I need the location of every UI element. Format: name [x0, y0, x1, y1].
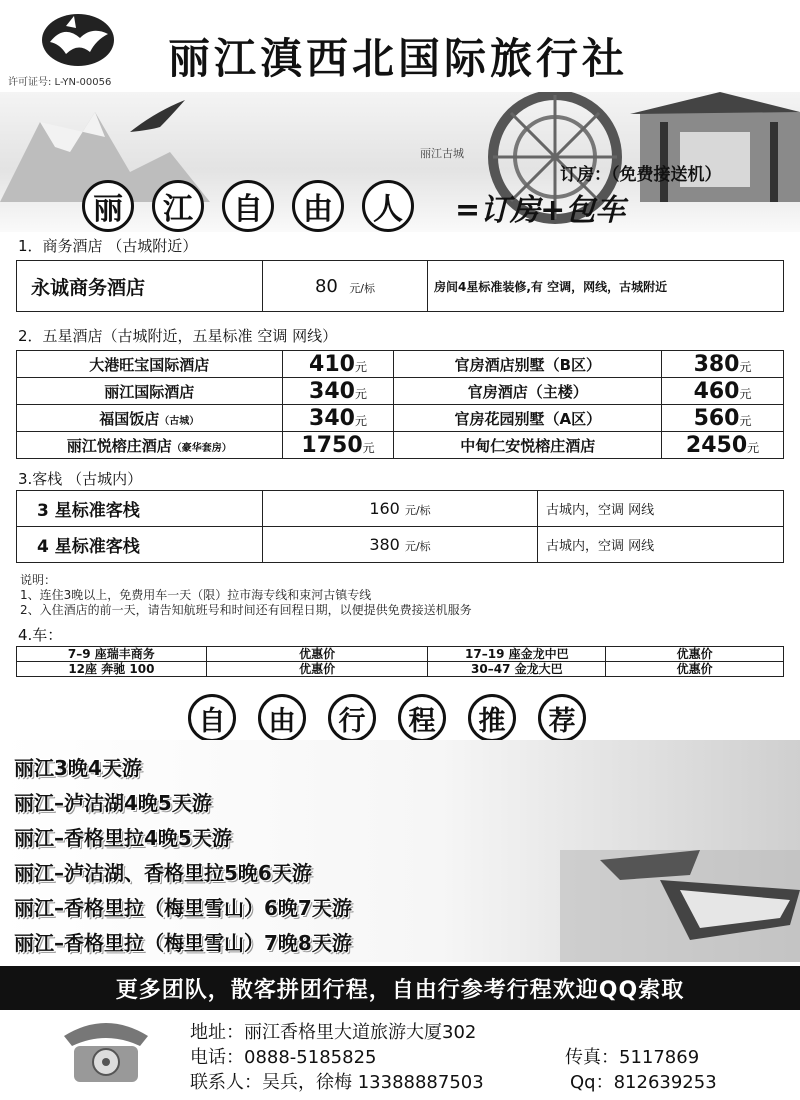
notes: [20, 573, 472, 618]
hotel-name: 丽江悦榕庄酒店（豪华套房）: [17, 432, 283, 459]
hotel-price: 2450元: [662, 432, 784, 459]
hotel-note: 房间4星标准装修,有 空调，网线，古城附近: [428, 261, 784, 312]
photo-caption: 丽江古城: [420, 147, 464, 160]
booking-note: 订房：（免费接送机）: [560, 165, 722, 185]
itin-title-char: 程: [398, 694, 446, 742]
phone: 电话：0888-5185825: [190, 1047, 377, 1068]
car-price: 优惠价: [206, 647, 428, 662]
hotel-price: 340元: [282, 378, 394, 405]
hotel-price: 410元: [282, 351, 394, 378]
hotel-name: 丽江国际酒店: [17, 378, 283, 405]
hotel-name: 官房酒店别墅（B区）: [394, 351, 662, 378]
hotel-price: 460元: [662, 378, 784, 405]
hotel-name: 官房花园别墅（A区）: [394, 405, 662, 432]
section4-title: 4.车：: [18, 626, 63, 644]
inn-table: [16, 490, 784, 563]
address: 地址：丽江香格里大道旅游大厦302: [190, 1022, 477, 1043]
itin-title-char: 荐: [538, 694, 586, 742]
footer-banner: 更多团队，散客拼团行程，自由行参考行程欢迎QQ索取: [0, 966, 800, 1010]
notes-line: 1、连住3晚以上，免费用车一天（限）拉市海专线和束河古镇专线: [20, 588, 372, 602]
car-type: 17–19 座金龙中巴: [428, 647, 606, 662]
itinerary-item: 丽江–香格里拉（梅里雪山）7晚8天游: [14, 931, 352, 955]
section2-title: 2．五星酒店（古城附近，五星标准 空调 网线）: [18, 327, 338, 345]
hotel-name: 福国饭店（古城）: [17, 405, 283, 432]
hotel-name: 大港旺宝国际酒店: [17, 351, 283, 378]
hotel-name: 官房酒店（主楼）: [394, 378, 662, 405]
telephone-icon: [60, 1016, 152, 1084]
car-table: [16, 646, 784, 677]
contact-person: 联系人：吴兵，徐梅 13388887503: [190, 1072, 484, 1093]
car-type: 12座 奔驰 100: [17, 662, 207, 677]
itinerary-item: 丽江3晚4天游: [14, 756, 142, 780]
hotel-price: 340元: [282, 405, 394, 432]
inn-price: 380 元/标: [263, 527, 538, 563]
table-row: [17, 527, 784, 563]
hotel-name: 中甸仁安悦榕庄酒店: [394, 432, 662, 459]
slogan: =订房+包车: [455, 193, 626, 228]
fax: 传真：5117869: [565, 1047, 700, 1068]
hotel-price: 560元: [662, 405, 784, 432]
itinerary-item: 丽江–香格里拉4晚5天游: [14, 826, 232, 850]
company-name: 丽江滇西北国际旅行社: [168, 34, 629, 83]
car-price: 优惠价: [606, 647, 784, 662]
itinerary-item: 丽江–泸沽湖4晚5天游: [14, 791, 212, 815]
five-star-hotel-table: [16, 350, 784, 459]
table-row: [17, 491, 784, 527]
price-unit: 元/标: [349, 281, 376, 295]
inn-note: 古城内，空调 网线: [538, 491, 784, 527]
itin-title-char: 自: [188, 694, 236, 742]
table-row: [17, 662, 784, 677]
title-char-you: 由: [292, 180, 344, 232]
table-row: [17, 261, 784, 312]
hotel-price: 1750元: [282, 432, 394, 459]
itin-title-char: 推: [468, 694, 516, 742]
table-row: [17, 432, 784, 459]
hotel-price: [263, 261, 428, 312]
table-row: [17, 647, 784, 662]
car-type: 30–47 金龙大巴: [428, 662, 606, 677]
car-price: 优惠价: [206, 662, 428, 677]
itinerary-item: 丽江–泸沽湖、香格里拉5晚6天游: [14, 861, 312, 885]
title-char-li: 丽: [82, 180, 134, 232]
inn-name: 3 星标准客栈: [17, 491, 263, 527]
itin-title-char: 行: [328, 694, 376, 742]
notes-line: 2、入住酒店的前一天，请告知航班号和时间还有回程日期，以便提供免费接送机服务: [20, 603, 472, 617]
title-char-zi: 自: [222, 180, 274, 232]
company-logo: [40, 12, 116, 68]
table-row: [17, 378, 784, 405]
section1-title: 1．商务酒店 （古城附近）: [18, 237, 198, 255]
title-char-jiang: 江: [152, 180, 204, 232]
price-value: 80: [314, 275, 338, 297]
table-row: [17, 351, 784, 378]
itinerary-item: 丽江–香格里拉（梅里雪山）6晚7天游: [14, 896, 352, 920]
hotel-price: 380元: [662, 351, 784, 378]
itin-title-char: 由: [258, 694, 306, 742]
inn-price: 160 元/标: [263, 491, 538, 527]
inn-name: 4 星标准客栈: [17, 527, 263, 563]
hotel-name: 永诚商务酒店: [17, 261, 263, 312]
section3-title: 3.客栈 （古城内）: [18, 470, 143, 488]
qq-number: Qq：812639253: [570, 1072, 717, 1093]
title-char-ren: 人: [362, 180, 414, 232]
notes-label: 说明：: [20, 573, 57, 587]
business-hotel-table: [16, 260, 784, 312]
license-number: 许可证号: L-YN-00056: [8, 77, 112, 88]
inn-note: 古城内，空调 网线: [538, 527, 784, 563]
car-type: 7–9 座瑞丰商务: [17, 647, 207, 662]
car-price: 优惠价: [606, 662, 784, 677]
table-row: [17, 405, 784, 432]
